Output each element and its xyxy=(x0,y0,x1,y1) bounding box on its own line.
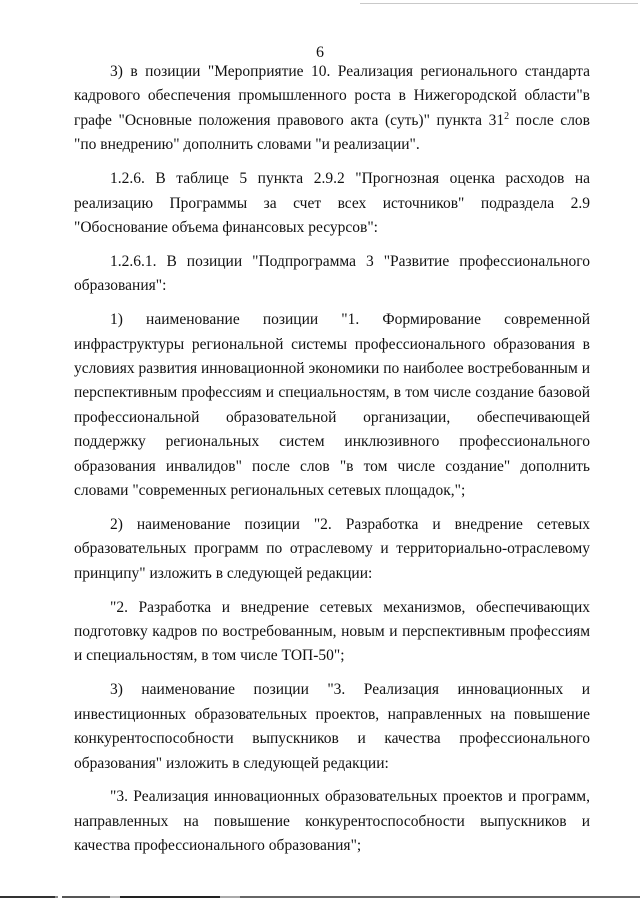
paragraph-text: после слов "по внедрению" дополнить словами "и реализации". xyxy=(74,111,590,154)
paragraph-new-edition-2: "2. Разработка и внедрение сетевых механизмов, обеспечивающих подготовку кадров по востребованным, новым и перспективным профессиям и специальностям, в том числе ТОП-50"; xyxy=(74,598,590,665)
paragraph-sub-1: 1) наименование позиции "1. Формирование современной инфраструктуры региональной системы профессионального образования в условиях развития инновационной экономики по наиболее востребованным и перспективным профессиям и специальностям, в том числе создание базовой профессиональной образовательной организации, обеспечивающей поддержку региональных систем инклюзивного профессионального образования инвалидов" после слов "в том числе создание" дополнить словами "современных региональных сетевых площадок,"; xyxy=(74,311,590,499)
scan-edge-bottom xyxy=(0,896,640,898)
paragraph-1-2-6-1: 1.2.6.1. В позиции "Подпрограмма 3 "Развитие профессионального образования": xyxy=(74,252,590,295)
page-number: 6 xyxy=(316,44,324,61)
paragraph-item-3 xyxy=(74,60,590,158)
document-body xyxy=(74,60,590,868)
paragraph-sub-2: 2) наименование позиции "2. Разработка и внедрение сетевых образовательных программ по отраслевому и территориально-отраслевому принципу" изложить в следующей редакции: xyxy=(74,515,590,582)
paragraph-new-edition-3: "3. Реализация инновационных образовательных проектов и программ, направленных на повышение конкурентоспособности выпускников и качества профессионального образования"; xyxy=(74,788,590,855)
superscript: 2 xyxy=(504,110,510,122)
paragraph-sub-3: 3) наименование позиции "3. Реализация инновационных и инвестиционных образовательных проектов, направленных на повышение конкурентоспособности выпускников и качества профессионального образования" изложить в следующей редакции: xyxy=(74,681,590,772)
scan-edge-top xyxy=(360,3,638,4)
paragraph-1-2-6: 1.2.6. В таблице 5 пункта 2.9.2 "Прогнозная оценка расходов на реализацию Программы за счет всех источников" подраздела 2.9 "Обоснование объема финансовых ресурсов": xyxy=(74,170,590,236)
paragraph-text: 3) в позиции "Мероприятие 10. Реализация регионального стандарта кадрового обеспечения промышленного роста в Нижегородской области"в графе "Основные положения правового акта (суть)" пункта 31 xyxy=(74,63,590,129)
